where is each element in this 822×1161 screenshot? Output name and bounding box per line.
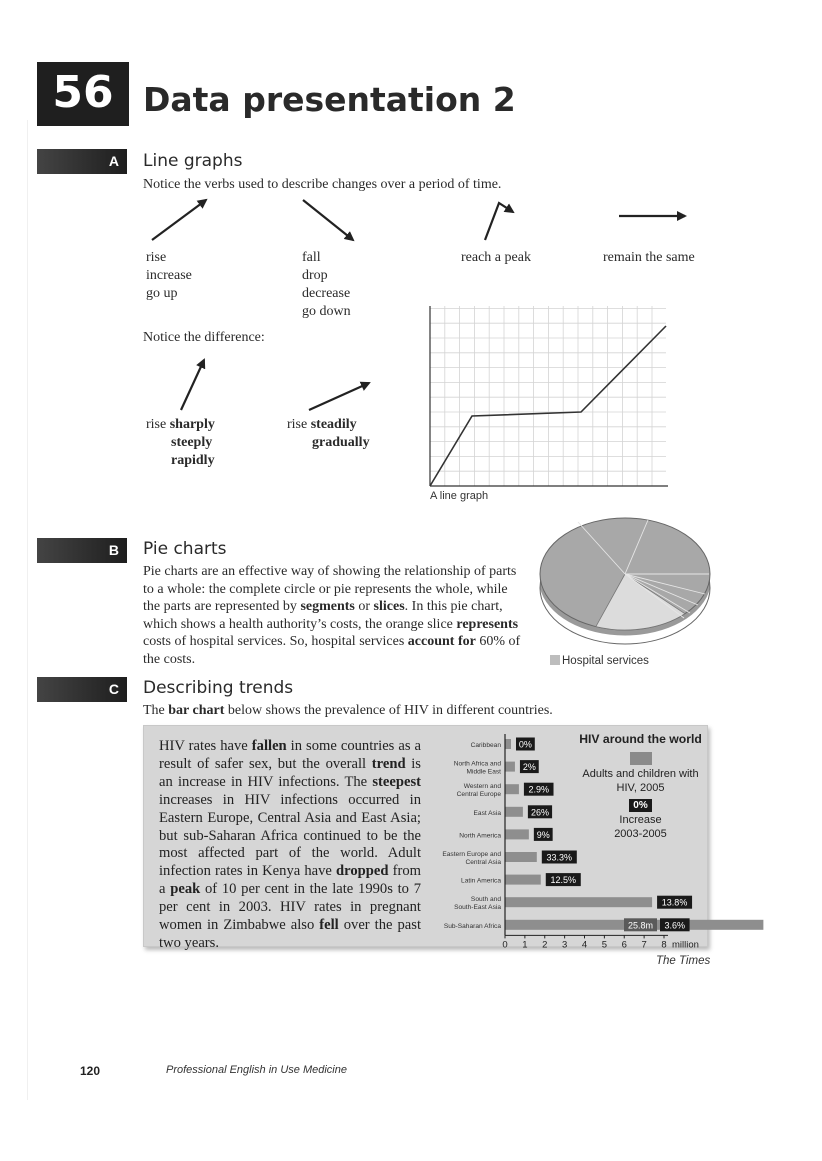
section-b-heading: Pie charts [143, 539, 227, 559]
hiv-bar [505, 875, 541, 885]
category-label: Eastern Europe and Central Asia [442, 851, 501, 866]
increase-label: 3.6% [664, 920, 686, 931]
rise-verb: go up [146, 286, 178, 301]
section-c-heading: Describing trends [143, 678, 294, 698]
x-tick-label: 0 [502, 939, 508, 951]
fall-verb: fall [302, 250, 321, 265]
unit-title: Data presentation 2 [143, 80, 516, 119]
fall-verb: decrease [302, 286, 351, 301]
hiv-key-label: Increase 2003-2005 [614, 814, 667, 840]
hiv-bar [505, 807, 523, 817]
category-label: South and South-East Asia [454, 896, 501, 912]
x-tick-label: 8 [661, 939, 667, 951]
increase-label: 13.8% [661, 897, 688, 908]
difference-label: Notice the difference: [143, 330, 265, 345]
category-label: East Asia [473, 809, 501, 817]
fall-arrow [303, 200, 353, 240]
category-label: Caribbean [470, 742, 501, 749]
pie-chart [538, 510, 712, 650]
rise-steadily-block [287, 416, 370, 452]
source-credit: The Times [656, 955, 711, 967]
fall-verbs [302, 249, 351, 321]
section-a-marker: A [37, 149, 127, 174]
hiv-bar [505, 852, 537, 862]
category-label: Sub-Saharan Africa [443, 922, 501, 930]
unit-number: 56 [37, 62, 129, 124]
category-label: Latin America [461, 877, 501, 885]
x-tick-label: 7 [641, 939, 647, 951]
value-label: 25.8m [627, 920, 654, 931]
rise-sharply-arrow [181, 360, 204, 410]
rise-verbs [146, 249, 192, 303]
verb-arrows [0, 0, 822, 500]
x-tick-label: 4 [581, 939, 588, 951]
increase-label: 2% [522, 762, 536, 773]
hiv-bar [505, 739, 511, 749]
section-a-heading: Line graphs [143, 151, 243, 171]
increase-label: 2.9% [528, 784, 549, 795]
increase-label: 12.5% [550, 875, 577, 886]
rise-verb: rise [287, 417, 308, 432]
rise-verb: rise [146, 417, 167, 432]
increase-label: 33.3% [546, 852, 573, 863]
hiv-chart-title: HIV around the world [579, 732, 702, 746]
graph-caption: A line graph [430, 490, 489, 502]
x-tick-label: 5 [601, 939, 608, 951]
section-b-paragraph: Pie charts are an effective way of showing the relationship of parts to a whole: the complete circle or pie represents the whole, while the parts are represented by segments or slices. In this pie chart, which shows a health authority’s costs, the orange slice represents costs of hospital services. So, hospital services account for 60% of the costs. [143, 564, 521, 667]
increase-label: 26% [530, 807, 549, 818]
hiv-bar [505, 784, 519, 794]
hiv-key-swatch [630, 752, 652, 765]
increase-label: 9% [536, 829, 550, 840]
x-tick-label: 6 [621, 939, 627, 951]
pie-legend-swatch [550, 655, 560, 665]
book-title: Professional English in Use Medicine [166, 1064, 347, 1076]
line-graph [426, 306, 670, 490]
hiv-key-badge: 0% [629, 799, 651, 812]
adverb: rapidly [171, 453, 215, 468]
rise-sharply-block [146, 416, 215, 470]
category-label: North Africa and Middle East [453, 760, 501, 776]
adverb: sharply [169, 417, 215, 432]
section-c-intro: The bar chart below shows the prevalence of HIV in different countries. [143, 703, 553, 718]
section-a-intro: Notice the verbs used to describe changes over a period of time. [143, 177, 502, 192]
adverb: gradually [312, 435, 370, 450]
same-verb: remain the same [603, 250, 695, 265]
hiv-panel-text: HIV rates have fallen in some countries as a result of safer sex, but the overall trend is an increase in HIV infections. The steepest increases in HIV infections occurred in Eastern Europe, Central Asia and East Asia; but sub-Saharan Africa continued to be the most affected part of the world. Adult infection rates in Kenya have dropped from a peak of 10 per cent in the late 1990s to 7 per cent in 2003. HIV rates in pregnant women in Zimbabwe also fell over the past two years. [159, 738, 422, 951]
page-number: 120 [80, 1064, 101, 1078]
adverb: steadily [310, 417, 357, 432]
rise-verb: increase [146, 268, 192, 283]
x-tick-label: 2 [542, 939, 548, 951]
category-label: North America [459, 832, 501, 840]
x-axis-label: million [672, 939, 699, 951]
hiv-bar [505, 829, 529, 839]
adverb: steeply [171, 435, 213, 450]
increase-label: 0% [518, 739, 532, 750]
section-b-marker: B [37, 538, 127, 563]
hiv-bar [505, 762, 515, 772]
fall-verb: go down [302, 304, 351, 319]
x-tick-label: 3 [561, 939, 568, 951]
hiv-chart-key [578, 732, 703, 841]
peak-verb: reach a peak [461, 250, 531, 265]
category-label: Western and Central Europe [456, 783, 501, 799]
x-tick-label: 1 [522, 939, 528, 951]
pie-legend-label: Hospital services [562, 655, 649, 667]
rise-verb: rise [146, 250, 167, 265]
rise-arrow [152, 200, 206, 240]
graph-grid [430, 306, 666, 486]
fall-verb: drop [302, 268, 328, 283]
rise-steadily-arrow [309, 383, 369, 410]
hiv-chart-subtitle: Adults and children with HIV, 2005 [582, 768, 699, 794]
hiv-bar [505, 897, 652, 907]
pie-legend [550, 655, 649, 667]
peak-arrow [485, 203, 513, 240]
section-c-marker: C [37, 677, 127, 702]
